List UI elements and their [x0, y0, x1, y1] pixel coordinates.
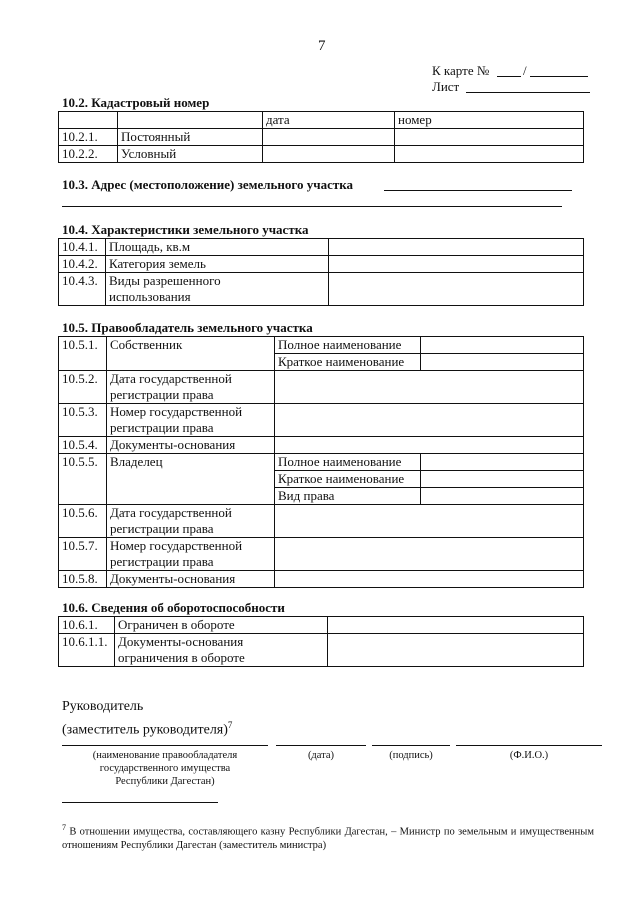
- sub-label: Краткое наименование: [275, 471, 421, 488]
- row-label: Дата государственной регистрации права: [107, 371, 275, 404]
- date-field[interactable]: [263, 146, 395, 163]
- section-title-10-4: 10.4. Характеристики земельного участка: [62, 222, 309, 237]
- table-cell: [59, 112, 118, 129]
- holder-basis-documents-field[interactable]: [275, 571, 584, 588]
- row-number: 10.2.1.: [59, 129, 118, 146]
- transferability-table: [58, 616, 584, 667]
- right-type-field[interactable]: [421, 488, 584, 505]
- number-field[interactable]: [395, 129, 584, 146]
- signature-line[interactable]: [372, 745, 450, 746]
- row-number: 10.5.1.: [59, 337, 107, 371]
- caption-org: (наименование правообладателя государственного имущества Республики Дагестан): [92, 750, 238, 787]
- row-number: 10.4.2.: [59, 256, 106, 273]
- sheet-label: Лист: [432, 79, 460, 94]
- caption-full-name: (Ф.И.О.): [509, 750, 549, 761]
- row-number: 10.6.1.: [59, 617, 115, 634]
- holder-full-name-field[interactable]: [421, 454, 584, 471]
- row-label: Виды разрешенного использования: [106, 273, 329, 306]
- sub-label: Полное наименование: [275, 337, 421, 354]
- row-label: Категория земель: [106, 256, 329, 273]
- address-field-line1[interactable]: [384, 190, 572, 191]
- column-header-date: дата: [263, 112, 395, 129]
- owner-short-name-field[interactable]: [421, 354, 584, 371]
- sub-label: Краткое наименование: [275, 354, 421, 371]
- section-title-10-2: 10.2. Кадастровый номер: [62, 95, 210, 110]
- row-label: Постоянный: [118, 129, 263, 146]
- row-number: 10.2.2.: [59, 146, 118, 163]
- org-name-line[interactable]: [62, 745, 268, 746]
- full-name-line[interactable]: [456, 745, 602, 746]
- sub-label: Полное наименование: [275, 454, 421, 471]
- date-field[interactable]: [263, 129, 395, 146]
- row-number: 10.5.5.: [59, 454, 107, 505]
- page-number: 7: [318, 38, 326, 54]
- row-number: 10.4.1.: [59, 239, 106, 256]
- row-number: 10.5.7.: [59, 538, 107, 571]
- row-number: 10.5.6.: [59, 505, 107, 538]
- cadastral-number-table: [58, 111, 584, 163]
- holder-short-name-field[interactable]: [421, 471, 584, 488]
- row-label: Номер государственной регистрации права: [107, 538, 275, 571]
- row-label: Документы-основания ограничения в обороте: [115, 634, 328, 667]
- owner-full-name-field[interactable]: [421, 337, 584, 354]
- section-title-10-3: 10.3. Адрес (местоположение) земельного участка: [62, 177, 354, 192]
- restricted-field[interactable]: [328, 617, 584, 634]
- row-label: Собственник: [107, 337, 275, 371]
- row-number: 10.5.3.: [59, 404, 107, 437]
- land-category-field[interactable]: [329, 256, 584, 273]
- row-label: Площадь, кв.м: [106, 239, 329, 256]
- area-value-field[interactable]: [329, 239, 584, 256]
- sub-label: Вид права: [275, 488, 421, 505]
- land-characteristics-table: [58, 238, 584, 306]
- permitted-use-field[interactable]: [329, 273, 584, 306]
- registration-number-field[interactable]: [275, 404, 584, 437]
- address-field-line2[interactable]: [62, 206, 562, 207]
- card-number-slash: /: [523, 63, 527, 78]
- caption-signature: (подпись): [389, 750, 433, 761]
- caption-date: (дата): [307, 750, 335, 761]
- row-label: Условный: [118, 146, 263, 163]
- row-label: Номер государственной регистрации права: [107, 404, 275, 437]
- row-number: 10.4.3.: [59, 273, 106, 306]
- registration-date-field[interactable]: [275, 371, 584, 404]
- holder-registration-date-field[interactable]: [275, 505, 584, 538]
- section-title-10-6: 10.6. Сведения об оборотоспособности: [62, 600, 285, 615]
- row-number: 10.5.2.: [59, 371, 107, 404]
- card-number-label: К карте №: [432, 63, 490, 78]
- card-number-field[interactable]: [497, 76, 521, 77]
- column-header-number: номер: [395, 112, 584, 129]
- card-subnumber-field[interactable]: [530, 76, 588, 77]
- date-line[interactable]: [276, 745, 366, 746]
- row-number: 10.5.8.: [59, 571, 107, 588]
- footnote-separator: [62, 802, 218, 803]
- row-label: Владелец: [107, 454, 275, 505]
- sheet-field[interactable]: [466, 92, 590, 93]
- section-title-10-5: 10.5. Правообладатель земельного участка: [62, 320, 313, 335]
- row-number: 10.5.4.: [59, 437, 107, 454]
- rights-holder-table: [58, 336, 584, 588]
- row-label: Дата государственной регистрации права: [107, 505, 275, 538]
- row-label: Документы-основания: [107, 571, 275, 588]
- restriction-documents-field[interactable]: [328, 634, 584, 667]
- row-label: Ограничен в обороте: [115, 617, 328, 634]
- row-label: Документы-основания: [107, 437, 275, 454]
- holder-registration-number-field[interactable]: [275, 538, 584, 571]
- head-title: Руководитель (заместитель руководителя)$^7$: [62, 699, 233, 738]
- row-number: 10.6.1.1.: [59, 634, 115, 667]
- number-field[interactable]: [395, 146, 584, 163]
- table-cell: [118, 112, 263, 129]
- basis-documents-field[interactable]: [275, 437, 584, 454]
- footnote: $^7$ В отношении имущества, составляющего казну Республики Дагестан, – Министр по земельным и имущественным отношениям Республики Дагестан (заместитель министра): [62, 823, 594, 851]
